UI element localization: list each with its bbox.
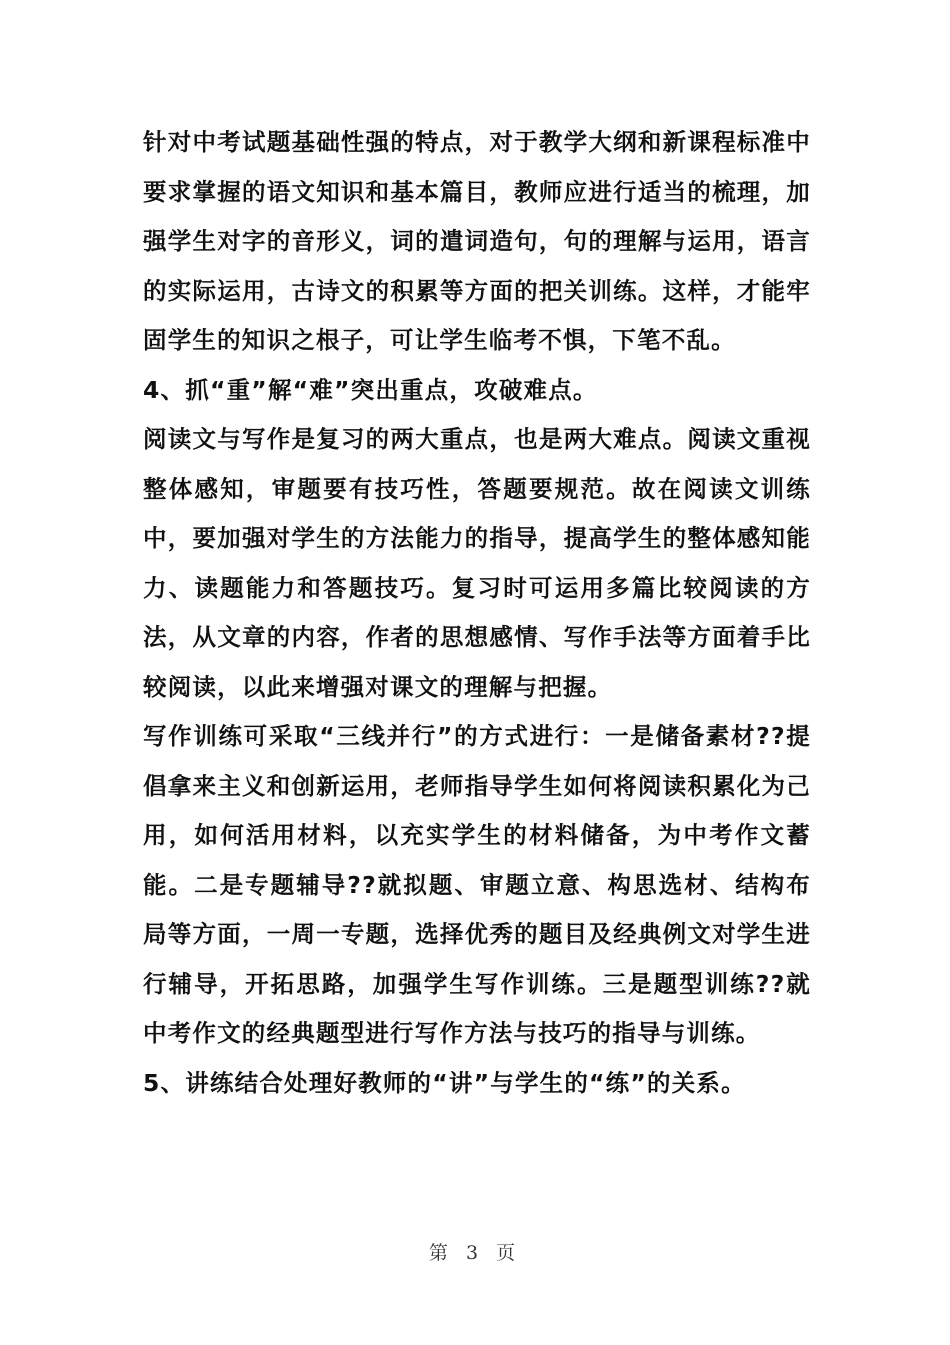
section-heading-4: 4、抓“重”解“难”突出重点，攻破难点。: [143, 375, 598, 404]
paragraph-basics: 针对中考试题基础性强的特点，对于教学大纲和新课程标准中要求掌握的语文知识和基本篇目，教师应进行适当的梳理，加强学生对字的音形义，词的遣词造句，句的理解与运用，语言的实际运用，古诗文的积累等方面的把关训练。这样，才能牢固学生的知识之根子，可让学生临考不惧，下笔不乱。: [143, 128, 811, 354]
page-number: 第 3 页: [428, 1242, 522, 1264]
paragraph-writing: 写作训练可采取“三线并行”的方式进行：一是储备素材??提倡拿来主义和创新运用，老师指导学生如何将阅读积累化为己用，如何活用材料，以充实学生的材料储备，为中考作文蓄能。二是专题辅导??就拟题、审题立意、构思选材、结构布局等方面，一周一专题，选择优秀的题目及经典例文对学生进行辅导，开拓思路，加强学生写作训练。三是题型训练??就中考作文的经典题型进行写作方法与技巧的指导与训练。: [143, 722, 811, 1047]
section-heading-5: 5、讲练结合处理好教师的“讲”与学生的“练”的关系。: [143, 1068, 746, 1097]
document-body: [143, 118, 811, 1108]
paragraph-reading: 阅读文与写作是复习的两大重点，也是两大难点。阅读文重视整体感知，审题要有技巧性，答题要规范。故在阅读文训练中，要加强对学生的方法能力的指导，提高学生的整体感知能力、读题能力和答题技巧。复习时可运用多篇比较阅读的方法，从文章的内容，作者的思想感情、写作手法等方面着手比较阅读，以此来增强对课文的理解与把握。: [143, 425, 811, 701]
